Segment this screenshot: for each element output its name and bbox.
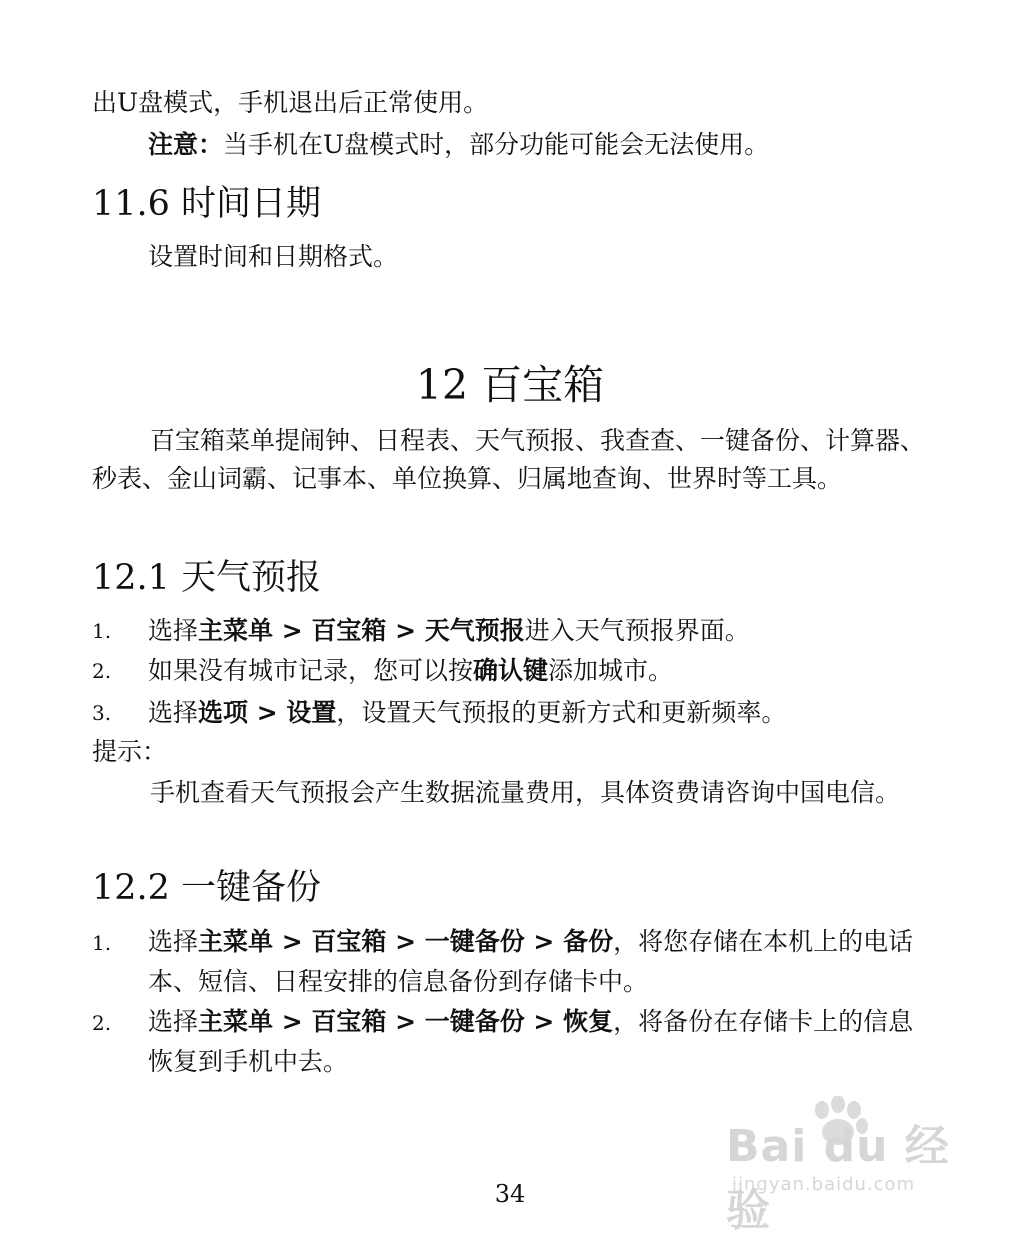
- chapter-12-intro: 百宝箱菜单提闹钟、日程表、天气预报、我查查、一键备份、计算器、秒表、金山词霸、记事本、单位换算、归属地查询、世界时等工具。: [92, 426, 926, 493]
- section-11-6-body: 设置时间和日期格式。: [148, 242, 399, 271]
- list-item: 选择选项 > 设置，设置天气预报的更新方式和更新频率。: [148, 698, 787, 727]
- menu-path: 主菜单 > 百宝箱 > 一键备份 > 备份: [198, 927, 614, 956]
- menu-path: 选项 > 设置: [198, 698, 337, 727]
- baidu-jingyan-watermark: [726, 1096, 966, 1236]
- tip-text: 手机查看天气预报会产生数据流量费用，具体资费请咨询中国电信。: [150, 778, 901, 807]
- menu-path: 主菜单 > 百宝箱 > 一键备份 > 恢复: [198, 1007, 614, 1036]
- list-item: 选择主菜单 > 百宝箱 > 天气预报进入天气预报界面。: [148, 616, 750, 645]
- watermark-brand: Bai du 经验: [726, 1121, 950, 1236]
- section-12-1-heading: 12.1 天气预报: [92, 558, 322, 598]
- watermark-site: jingyan.baidu.com: [732, 1174, 916, 1195]
- page-number: 34: [494, 1180, 526, 1208]
- list-number: 1.: [92, 931, 112, 955]
- tip-label: 提示：: [92, 737, 168, 766]
- continued-paragraph: 出U盘模式，手机退出后正常使用。: [92, 88, 489, 117]
- note-text: 当手机在U盘模式时，部分功能可能会无法使用。: [223, 130, 770, 159]
- list-item: 如果没有城市记录，您可以按确认键添加城市。: [148, 656, 674, 685]
- chapter-12-heading: 12 百宝箱: [415, 361, 605, 409]
- list-item: 选择主菜单 > 百宝箱 > 一键备份 > 备份，将您存储在本机上的电话本、短信、日程安排的信息备份到存储卡中。: [148, 927, 914, 996]
- note-label: 注意：: [148, 130, 224, 159]
- menu-path: 主菜单 > 百宝箱 > 天气预报: [198, 616, 525, 645]
- list-item: 选择主菜单 > 百宝箱 > 一键备份 > 恢复，将备份在存储卡上的信息恢复到手机中去。: [148, 1007, 914, 1076]
- list-number: 3.: [92, 701, 112, 725]
- list-number: 2.: [92, 659, 112, 683]
- section-11-6-heading: 11.6 时间日期: [92, 184, 322, 224]
- note-paragraph: [148, 130, 769, 160]
- list-number: 2.: [92, 1011, 112, 1035]
- list-number: 1.: [92, 619, 112, 643]
- section-12-2-heading: 12.2 一键备份: [92, 868, 322, 908]
- key-name: 确认键: [473, 656, 549, 685]
